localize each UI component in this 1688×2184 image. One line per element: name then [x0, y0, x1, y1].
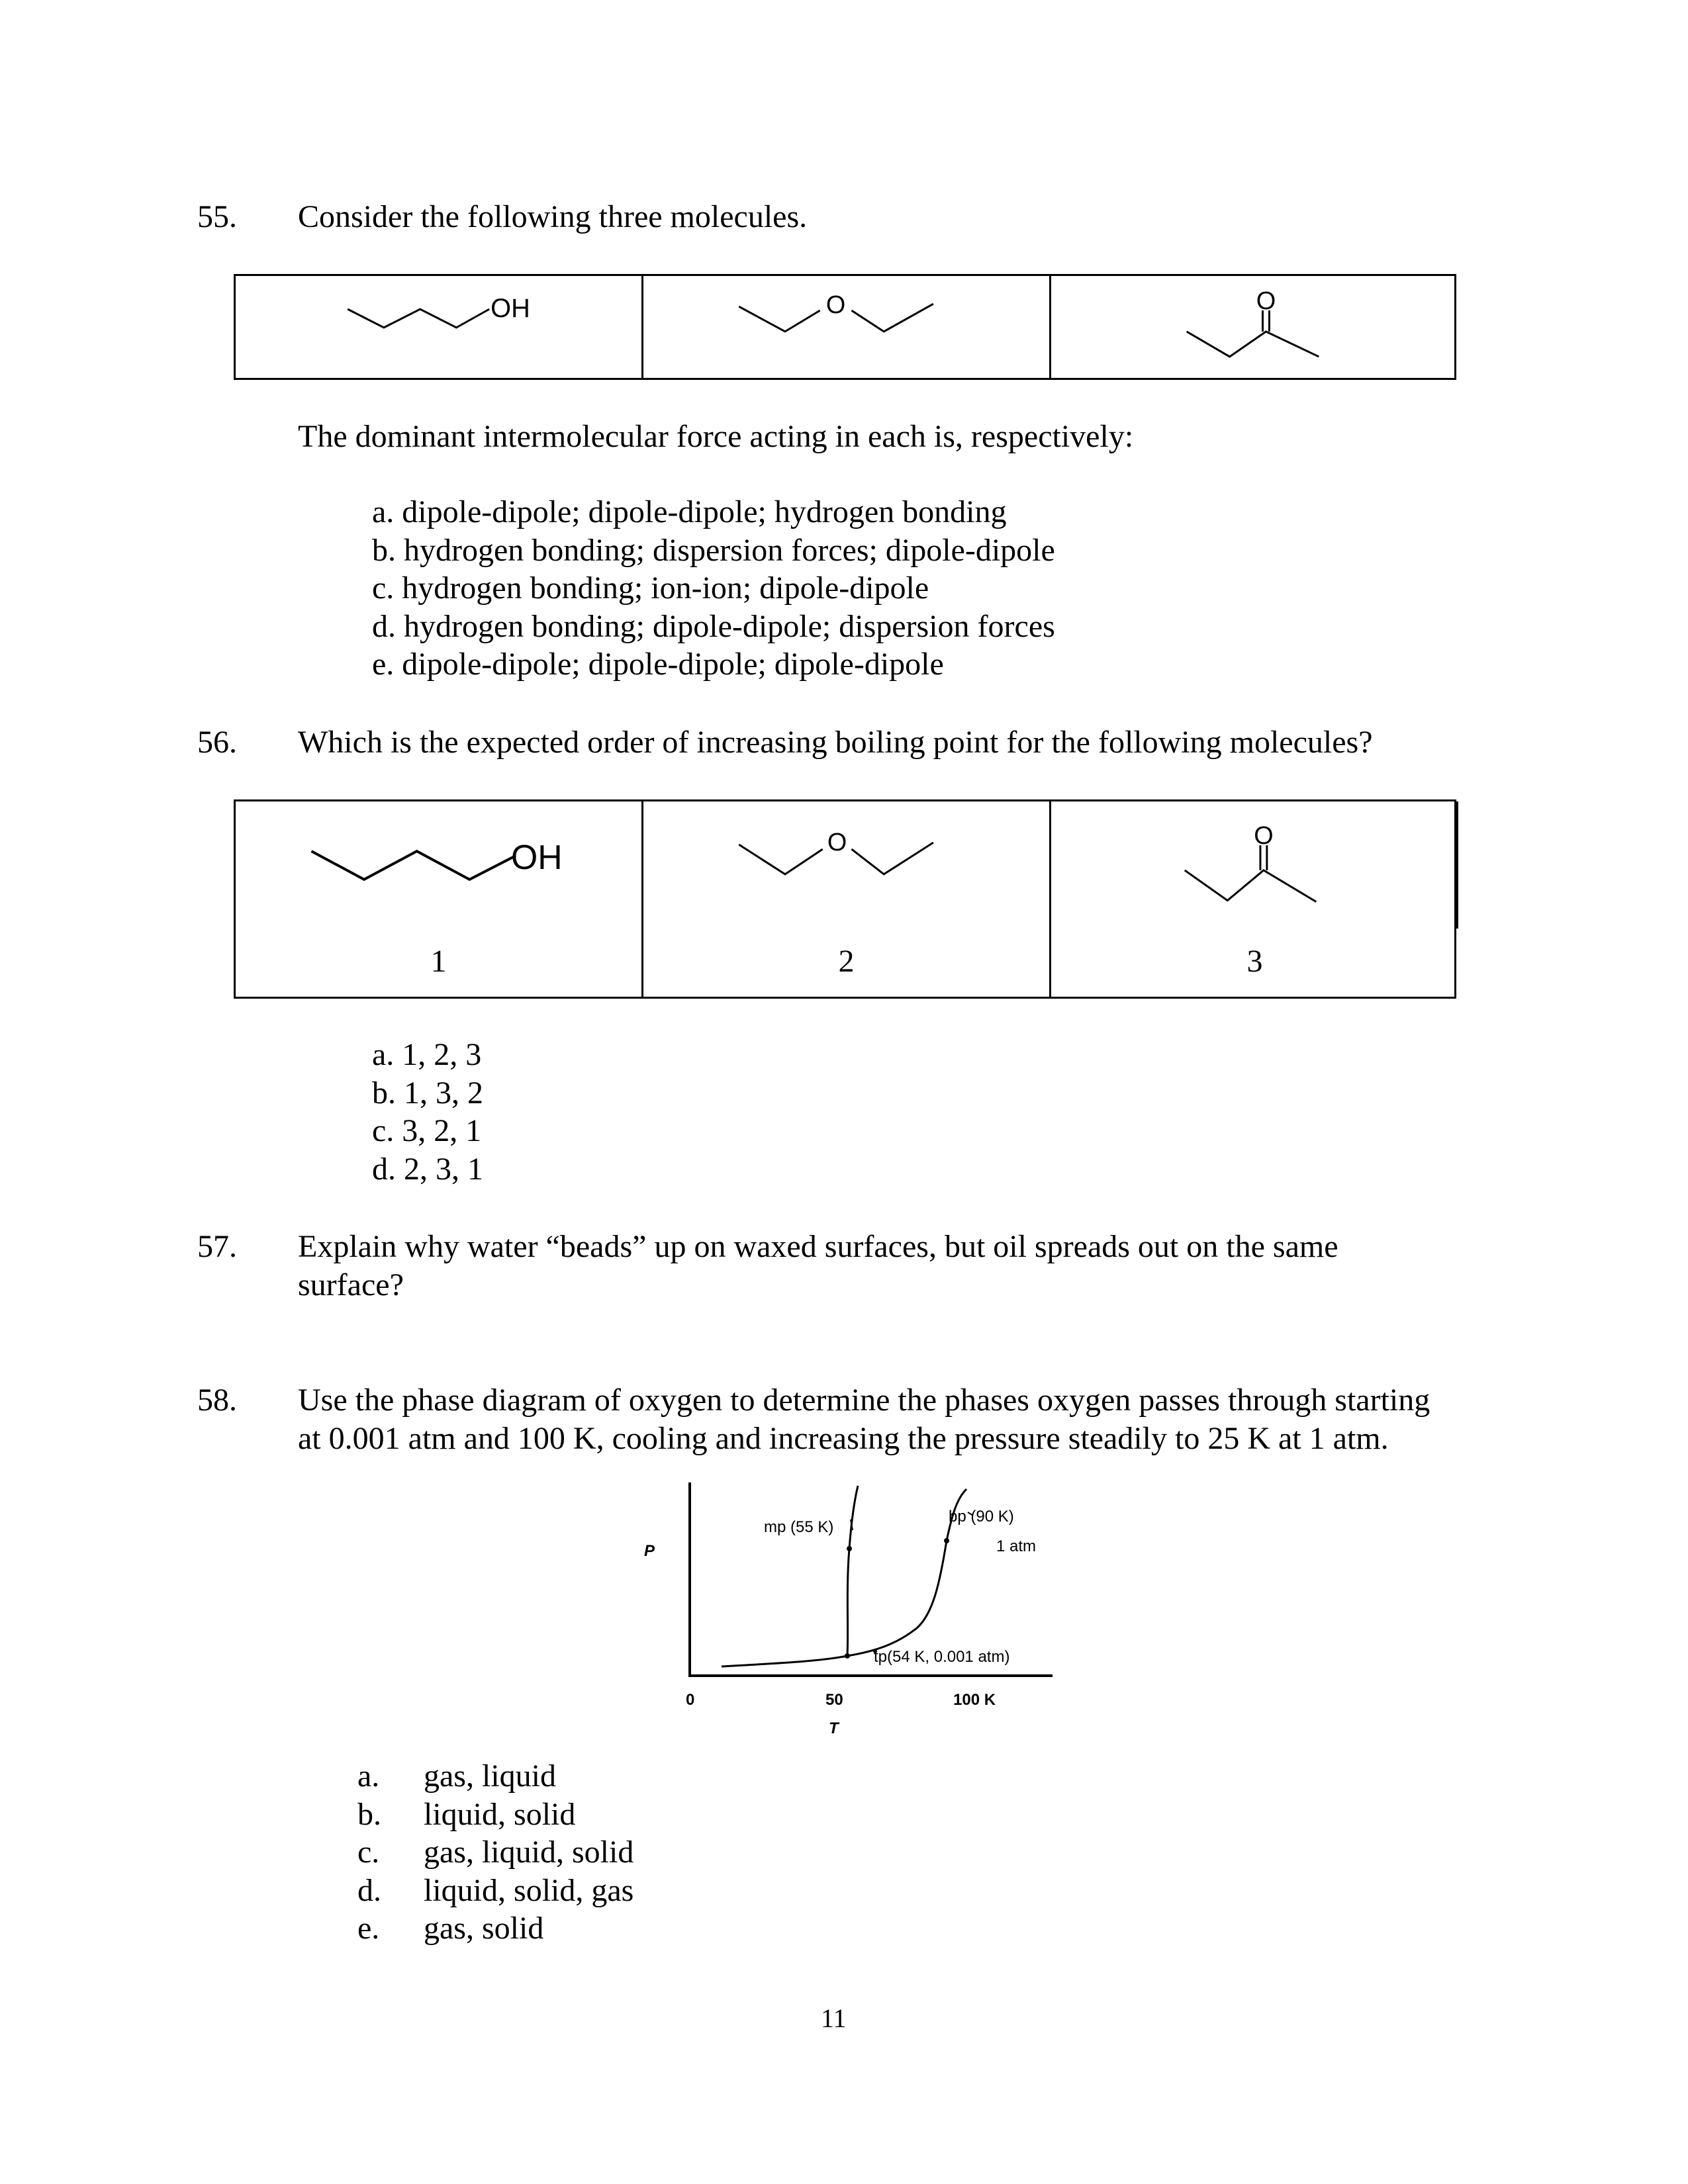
q58-text — [298, 1381, 1430, 1458]
tp-point — [845, 1653, 850, 1659]
q56-mol1-label: OH — [510, 837, 563, 876]
q55-molecule-table — [234, 274, 1456, 380]
q56-mol2-label: O — [827, 829, 847, 857]
tick-0: 0 — [686, 1691, 695, 1709]
q56-text: Which is the expected order of increasing boiling point for the following molecules? — [298, 725, 1373, 760]
bp-point — [944, 1538, 949, 1543]
q55-molecule-butanol — [236, 276, 643, 378]
q56-mol3-label: O — [1254, 821, 1274, 850]
q55-mol1-label: OH — [491, 294, 530, 324]
q57-number: 57. — [197, 1229, 237, 1264]
q55-text: Consider the following three molecules. — [298, 199, 808, 234]
tick-100: 100 K — [953, 1691, 996, 1709]
q58-option-a[interactable]: a. gas, liquid — [357, 1758, 556, 1794]
sublimation-curve — [722, 1489, 966, 1666]
q56-option-b[interactable]: b. 1, 3, 2 — [372, 1075, 483, 1111]
q55-option-d[interactable]: d. hydrogen bonding; dipole-dipole; dispersion forces — [372, 608, 1055, 644]
q55-mol3-label: O — [1256, 287, 1276, 316]
q58-option-c[interactable]: c. gas, liquid, solid — [357, 1835, 634, 1870]
q56-number-3: 3 — [1246, 944, 1263, 979]
q56-option-c[interactable]: c. 3, 2, 1 — [372, 1113, 482, 1148]
q55-stem: The dominant intermolecular force acting in each is, respectively: — [298, 419, 1134, 454]
tick-50: 50 — [825, 1691, 843, 1709]
q58-option-d[interactable]: d. liquid, solid, gas — [357, 1872, 634, 1908]
bp-label: bp (90 K) — [949, 1508, 1014, 1525]
phase-diagram — [635, 1476, 1059, 1754]
q56-molecule-1 — [236, 801, 643, 929]
tp-label: tp(54 K, 0.001 atm) — [874, 1648, 1010, 1666]
page-number: 11 — [821, 2003, 847, 2033]
q56-number: 56. — [197, 725, 237, 760]
q55-option-c[interactable]: c. hydrogen bonding; ion-ion; dipole-dipole — [372, 570, 929, 606]
q55-option-b[interactable]: b. hydrogen bonding; dispersion forces; dipole-dipole — [372, 532, 1055, 568]
mp-point — [847, 1546, 852, 1551]
q55-option-e[interactable]: e. dipole-dipole; dipole-dipole; dipole-dipole — [372, 647, 944, 682]
q56-molecule-table — [234, 799, 1456, 999]
q55-molecule-ketone — [1051, 276, 1458, 378]
q55-option-a[interactable]: a. dipole-dipole; dipole-dipole; hydrogen bonding — [372, 494, 1007, 529]
q56-option-d[interactable]: d. 2, 3, 1 — [372, 1151, 483, 1187]
q57-text — [298, 1228, 1338, 1304]
q57-line-2: surface? — [298, 1267, 404, 1302]
p-axis-label: P — [644, 1542, 655, 1560]
q55-mol2-label: O — [825, 291, 846, 320]
q58-line-2: at 0.001 atm and 100 K, cooling and increasing the pressure steadily to 25 K at 1 atm. — [298, 1421, 1389, 1456]
q58-option-e[interactable]: e. gas, solid — [357, 1911, 544, 1946]
q57-line-1: Explain why water “beads” up on waxed surfaces, but oil spreads out on the same — [298, 1229, 1338, 1264]
q56-option-a[interactable]: a. 1, 2, 3 — [372, 1037, 482, 1072]
one-atm-label: 1 atm — [996, 1537, 1037, 1555]
q56-number-2: 2 — [643, 929, 1051, 997]
q58-line-1: Use the phase diagram of oxygen to determine the phases oxygen passes through starting — [298, 1383, 1430, 1418]
melting-curve — [847, 1486, 858, 1656]
q55-options — [372, 493, 1055, 684]
mp-label: mp (55 K) — [764, 1518, 834, 1536]
q56-molecule-2 — [643, 801, 1051, 929]
q55-molecule-ether — [643, 276, 1051, 378]
q58-option-b[interactable]: b. liquid, solid — [357, 1796, 576, 1832]
t-axis-label: T — [829, 1719, 839, 1737]
q56-number-1: 1 — [236, 929, 643, 997]
q56-options — [372, 1036, 483, 1188]
q56-molecule-3 — [1051, 801, 1458, 929]
q55-number: 55. — [197, 199, 237, 234]
q58-options — [357, 1757, 633, 1948]
q58-number: 58. — [197, 1383, 237, 1418]
